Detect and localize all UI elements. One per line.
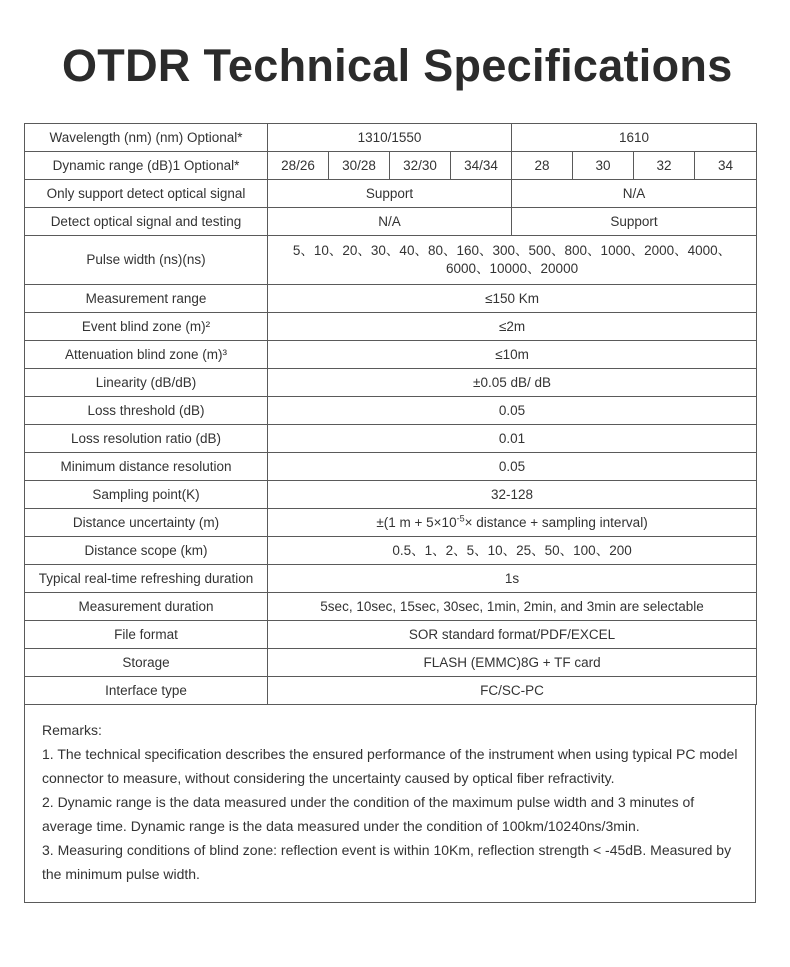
table-row [25,124,757,152]
row-label: Only support detect optical signal [25,180,268,208]
table-row [25,285,757,313]
row-label: Attenuation blind zone (m)³ [25,341,268,369]
row-label: Pulse width (ns)(ns) [25,236,268,285]
spec-table [24,123,757,705]
table-cell: ≤10m [268,341,757,369]
table-row [25,677,757,705]
table-row [25,593,757,621]
table-cell: 28/26 [268,152,329,180]
table-cell: 0.05 [268,397,757,425]
table-row [25,509,757,537]
table-cell: 5sec, 10sec, 15sec, 30sec, 1min, 2min, and 3min are selectable [268,593,757,621]
row-label: File format [25,621,268,649]
table-row [25,453,757,481]
table-cell [268,236,757,285]
table-row [25,649,757,677]
table-cell: 34 [695,152,757,180]
row-label: Event blind zone (m)² [25,313,268,341]
table-cell: 30 [573,152,634,180]
table-row [25,208,757,236]
table-cell: ≤2m [268,313,757,341]
uncertainty-suffix: × distance + sampling interval) [464,514,648,530]
table-cell: 32/30 [390,152,451,180]
table-cell: 0.01 [268,425,757,453]
table-cell: 34/34 [451,152,512,180]
remark-3: 3. Measuring conditions of blind zone: reflection event is within 10Km, reflection strength < -45dB. Measured by the minimum pulse width. [42,842,732,882]
row-label: Loss threshold (dB) [25,397,268,425]
row-label: Sampling point(K) [25,481,268,509]
table-row [25,313,757,341]
table-cell: 1610 [512,124,757,152]
table-cell: ≤150 Km [268,285,757,313]
table-cell: 32 [634,152,695,180]
row-label: Distance uncertainty (m) [25,509,268,537]
table-row [25,481,757,509]
table-cell: 1s [268,565,757,593]
table-cell [268,509,757,537]
table-row [25,341,757,369]
table-row [25,180,757,208]
table-cell: FC/SC-PC [268,677,757,705]
table-cell: 0.05 [268,453,757,481]
table-cell: 30/28 [329,152,390,180]
remarks-heading: Remarks: [42,722,102,738]
row-label: Dynamic range (dB)1 Optional* [25,152,268,180]
table-row [25,565,757,593]
table-cell: 28 [512,152,573,180]
row-label: Detect optical signal and testing [25,208,268,236]
table-cell: 1310/1550 [268,124,512,152]
page-title: OTDR Technical Specifications [62,40,733,91]
row-label: Linearity (dB/dB) [25,369,268,397]
uncertainty-exponent: -5 [456,513,465,523]
row-label: Minimum distance resolution [25,453,268,481]
table-row [25,369,757,397]
row-label: Measurement duration [25,593,268,621]
row-label: Wavelength (nm) (nm) Optional* [25,124,268,152]
table-row [25,236,757,285]
table-cell: N/A [512,180,757,208]
pulse-line-2: 6000、10000、20000 [445,261,579,276]
table-row [25,152,757,180]
row-label: Storage [25,649,268,677]
table-cell: Support [268,180,512,208]
row-label: Interface type [25,677,268,705]
row-label: Loss resolution ratio (dB) [25,425,268,453]
uncertainty-prefix: ±(1 m + 5×10 [376,514,457,530]
pulse-line-1: 5、10、20、30、40、80、160、300、500、800、1000、2000、4000、 [292,243,732,258]
remarks-box [24,704,756,903]
remark-1: 1. The technical specification describes the ensured performance of the instrument when using typical PC model connector to measure, without considering the uncertainty caused by optical fiber refractivity. [42,746,738,786]
table-cell: N/A [268,208,512,236]
table-row [25,537,757,565]
table-cell: Support [512,208,757,236]
row-label: Distance scope (km) [25,537,268,565]
row-label: Typical real-time refreshing duration [25,565,268,593]
remark-2: 2. Dynamic range is the data measured under the condition of the maximum pulse width and 3 minutes of average time. Dynamic range is the data measured under the condition of 100km/10240ns/3min. [42,794,695,834]
table-row [25,397,757,425]
table-cell: SOR standard format/PDF/EXCEL [268,621,757,649]
row-label: Measurement range [25,285,268,313]
table-cell: 0.5、1、2、5、10、25、50、100、200 [268,537,757,565]
table-row [25,425,757,453]
table-row [25,621,757,649]
table-cell: FLASH (EMMC)8G + TF card [268,649,757,677]
table-cell: ±0.05 dB/ dB [268,369,757,397]
table-cell: 32-128 [268,481,757,509]
